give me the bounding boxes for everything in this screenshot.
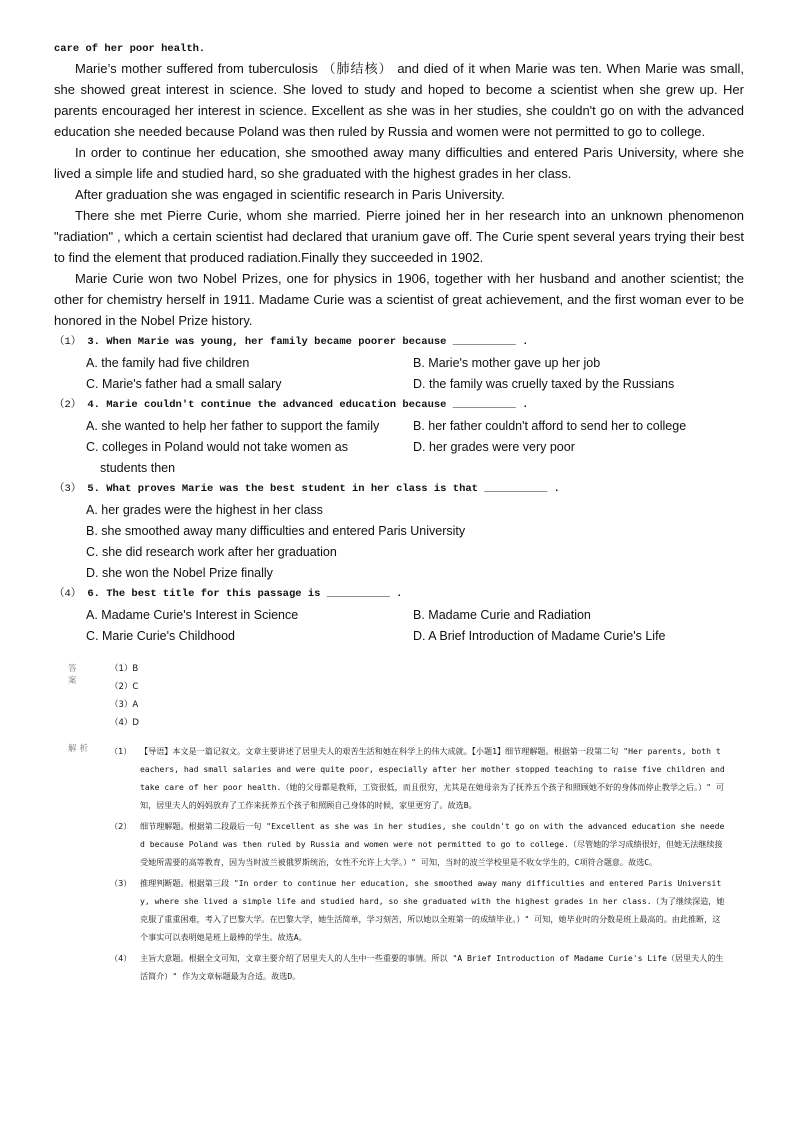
option-group — [54, 416, 744, 479]
question-number: （2） — [54, 399, 82, 411]
explanation-list — [110, 742, 725, 988]
question-item — [54, 479, 744, 584]
passage-paragraph: After graduation she was engaged in scientific research in Paris University. — [75, 187, 505, 202]
option-b: B. Marie's mother gave up her job — [413, 356, 601, 370]
explanation-item — [110, 874, 725, 946]
question-item — [54, 395, 744, 479]
option-a: A. she wanted to help her father to support the family — [86, 419, 380, 433]
passage-lead-line: care of her poor health. — [54, 43, 206, 55]
question-list — [54, 332, 744, 647]
question-text: 5. What proves Marie was the best student in her class is that __________ . — [87, 483, 560, 495]
explanation-number: （4） — [110, 953, 132, 963]
explanation-text: 推理判断题。根据第三段 "In order to continue her education, she smoothed away many difficulties and entered Paris University, where she lived a simple life and studied hard, so she graduated with the highest grades in her class.（为了继续深造，她克服了重重困难，考入了巴黎大学。在巴黎大学，她生活简单，学习刻苦，所以她以全班第一的成绩毕业。）" 可知，她毕业时的分数是班上最高的。由此推断，这个事实可以表明她是班上最棒的学生。故选A。 — [140, 878, 725, 942]
explanation-number: （3） — [110, 878, 132, 888]
explanation-text: 细节理解题。根据第二段最后一句 "Excellent as she was in her studies, she couldn't go on with the advanced education she needed because Poland was then ruled by Russia and women were not permitted to go to college.（尽管她的学习成绩很好，但她无法继续接受她所需要的高等教育，因为当时波兰被俄罗斯统治，女性不允许上大学。）" 可知，当时的波兰学校里是不收女学生的，C项符合题意。故选C。 — [140, 821, 725, 867]
option-d: D. the family was cruelly taxed by the Russians — [413, 377, 675, 391]
passage-paragraph: Marie’s mother suffered from tuberculosis （肺结核） and died of it when Marie was ten. When Marie was small, she showed great interest in science. She loved to study and hoped to become a scientist when she grew up. Her parents encouraged her interest in science. Excellent as she was in her studies, she couldn't go on with the advanced education she needed because Poland was then ruled by Russia and women were not permitted to go to college. — [54, 61, 744, 139]
answer-item: （4）D — [110, 718, 139, 728]
question-item — [54, 584, 744, 647]
option-d: D. she won the Nobel Prize finally — [86, 566, 273, 580]
question-stem — [54, 479, 744, 500]
option-d: D. her grades were very poor — [413, 440, 575, 454]
question-number: （4） — [54, 588, 82, 600]
option-group — [54, 605, 744, 647]
answer-list — [110, 662, 310, 734]
passage-paragraph: In order to continue her education, she smoothed away many difficulties and entered Paris University, where she lived a simple life and studied hard, so she graduated with the highest grades in her class. — [54, 145, 744, 181]
explanation-text: 主旨大意题。根据全文可知，文章主要介绍了居里夫人的人生中一些重要的事情。所以 "A Brief Introduction of Madame Curie's Life（居里夫人的生活简介）" 作为文章标题最为合适。故选D。 — [140, 953, 724, 981]
option-group — [54, 500, 744, 584]
explanation-number: （1） — [110, 746, 132, 756]
question-stem — [54, 332, 744, 353]
question-stem — [54, 395, 744, 416]
explanation-item — [110, 949, 725, 985]
explanation-item — [110, 817, 725, 871]
question-number: （3） — [54, 483, 82, 495]
option-a: A. her grades were the highest in her class — [86, 503, 323, 517]
explanation-label: 解析 — [68, 744, 92, 754]
question-text: 3. When Marie was young, her family became poorer because __________ . — [87, 336, 529, 348]
explanation-item — [110, 742, 725, 814]
explanation-number: （2） — [110, 821, 132, 831]
option-group — [54, 353, 744, 395]
question-stem — [54, 584, 744, 605]
question-number: （1） — [54, 336, 82, 348]
passage-paragraph: There she met Pierre Curie, whom she married. Pierre joined her in her research into an unknown phenomenon "radiation" , which a certain scientist had declared that uranium gave off. The Curie spent several years trying their best to find the element that produced radiation.Finally they succeeded in 1902. — [54, 208, 744, 265]
option-c: C. Marie's father had a small salary — [86, 377, 282, 391]
passage-paragraph: Marie Curie won two Nobel Prizes, one for physics in 1906, together with her husband and another scientist; the other for chemistry herself in 1911. Madame Curie was a scientist of great achievement, and the first woman ever to be honored in the Nobel Prize history. — [54, 271, 744, 328]
option-c: C. colleges in Poland would not take women as students then — [86, 440, 348, 475]
answer-item: （1）B — [110, 664, 139, 674]
option-a: A. Madame Curie's Interest in Science — [86, 608, 299, 622]
question-text: 4. Marie couldn't continue the advanced education because __________ . — [87, 399, 529, 411]
explanation-text: 【导语】本文是一篇记叙文。文章主要讲述了居里夫人的艰苦生活和她在科学上的伟大成就。【小题1】细节理解题。根据第一段第二句 "Her parents, both teachers, had small salaries and were quite poor, especially after her mother stopped teaching to raise five children and take care of her poor health.（她的父母都是教师，工资很低，而且很穷，尤其是在她母亲为了抚养五个孩子和照顾她不好的身体而停止教学之后。）" 可知，居里夫人的妈妈放弃了工作来抚养五个孩子和照顾自己身体的时候，家里更穷了。故选B。 — [140, 746, 725, 810]
option-c: C. Marie Curie's Childhood — [86, 629, 235, 643]
option-b: B. she smoothed away many difficulties and entered Paris University — [86, 524, 466, 538]
option-d: D. A Brief Introduction of Madame Curie's Life — [413, 629, 666, 643]
option-b: B. her father couldn't afford to send her to college — [413, 419, 687, 433]
option-b: B. Madame Curie and Radiation — [413, 608, 591, 622]
option-c: C. she did research work after her graduation — [86, 545, 337, 559]
question-text: 6. The best title for this passage is __________ . — [87, 588, 403, 600]
answer-label: 答案 — [68, 664, 80, 686]
option-a: A. the family had five children — [86, 356, 250, 370]
question-item — [54, 332, 744, 395]
answer-item: （3）A — [110, 700, 139, 710]
reading-passage — [54, 40, 744, 647]
answer-item: （2）C — [110, 682, 139, 692]
